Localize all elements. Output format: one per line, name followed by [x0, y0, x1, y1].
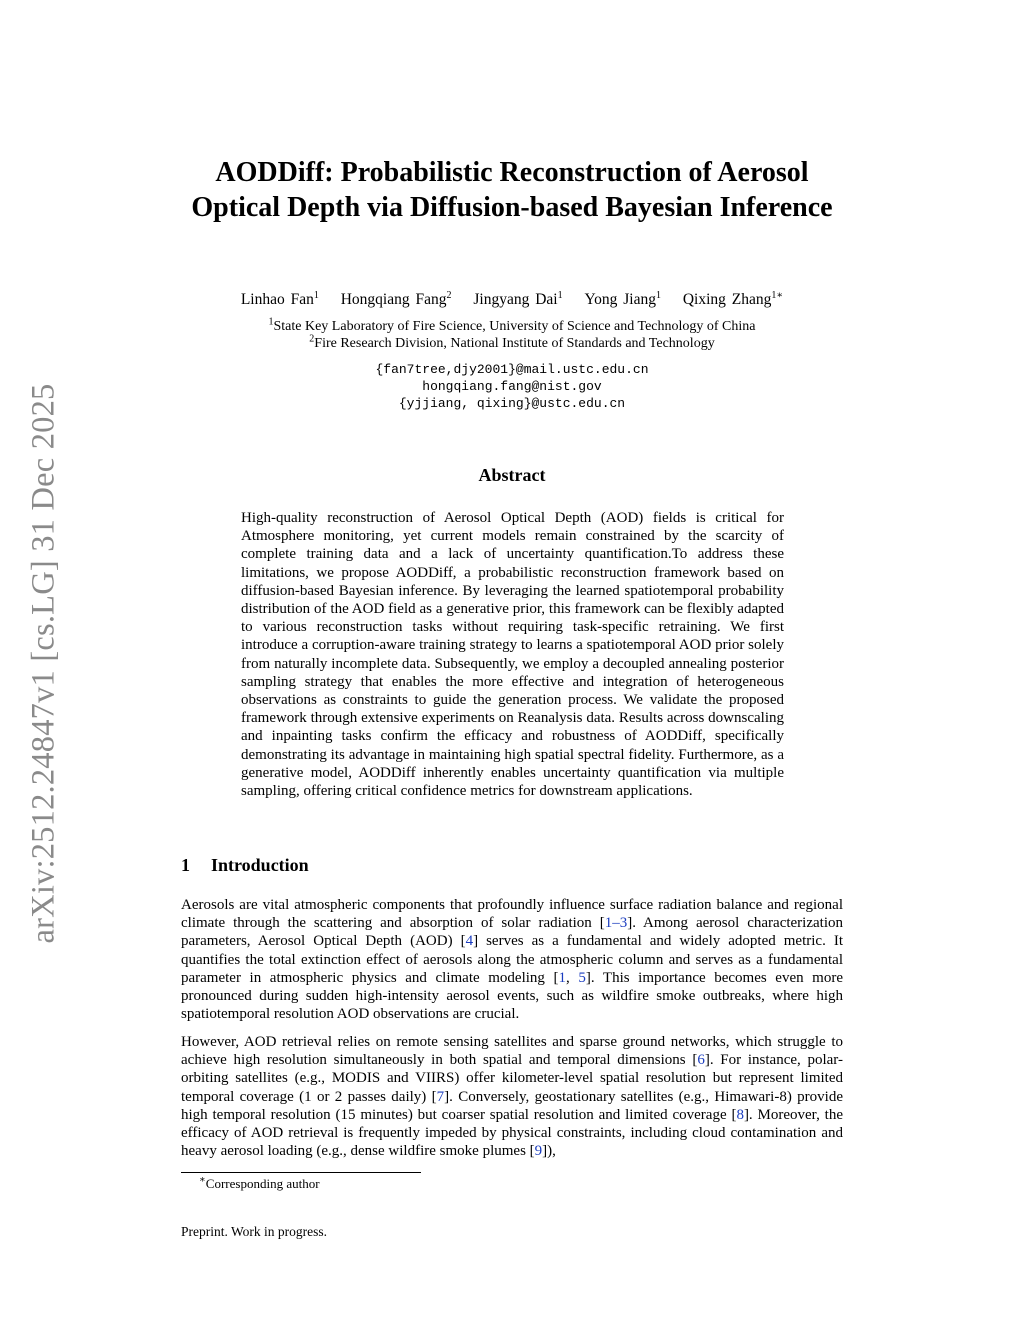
citation-link[interactable]: 6 — [697, 1052, 705, 1069]
title-line-2: Optical Depth via Diffusion-based Bayesian Inference — [191, 192, 833, 223]
abstract-body: High-quality reconstruction of Aerosol Optical Depth (AOD) fields is critical for Atmosphere monitoring, yet current models remain constrained by the scarcity of complete training data and a lack of uncertainty quantification.To address these limitations, we propose AODDiff, a probabilistic reconstruction framework based on diffusion-based Bayesian inference. By leveraging the learned spatiotemporal probability distribution of the AOD field as a generative prior, this framework can be flexibly adapted to various reconstruction tasks without requiring task-specific retraining. We first introduce a corruption-aware training strategy to learns a spatiotemporal AOD prior solely from naturally incomplete data. Subsequently, we employ a decoupled annealing posterior sampling strategy that enables the more effective and integration of heterogeneous observations as constraints to guide the generation process. We validate the proposed framework through extensive experiments on Reanalysis data. Results across downscaling and inpainting tasks confirm the efficacy and robustness of AODDiff, specifically demonstrating its advantage in maintaining high spatial spectral fidelity. Furthermore, as a generative model, AODDiff inherently enables uncertainty quantification via multiple sampling, offering critical confidence metrics for downstream applications. — [241, 510, 784, 800]
author: Linhao Fan$^1$ — [240, 289, 319, 308]
citation-link[interactable]: 4 — [465, 933, 474, 950]
email-1: {fan7tree,djy2001}@mail.ustc.edu.cn — [375, 362, 649, 377]
arxiv-sidebar-stamp — [27, 372, 61, 954]
section-heading-introduction — [181, 855, 309, 876]
affiliation-2: $^2$Fire Research Division, National Institute of Standards and Technology — [309, 333, 715, 351]
author: Yong Jiang$^1$ — [584, 289, 661, 308]
footnote-divider — [181, 1172, 421, 1173]
paper-title — [140, 155, 884, 225]
author: Jingyang Dai$^1$ — [473, 289, 563, 308]
arxiv-identifier: arXiv:2512.24847v1 [cs.LG] 31 Dec 2025 — [25, 383, 62, 943]
author: Qixing Zhang$^{1∗}$ — [682, 289, 784, 308]
citation-link[interactable]: 9 — [534, 1143, 543, 1160]
section-title: Introduction — [211, 855, 309, 875]
affiliation-1: $^1$State Key Laboratory of Fire Science, University of Science and Technology of China — [268, 316, 756, 334]
footer-preprint-note: Preprint. Work in progress. — [181, 1224, 328, 1239]
citation-link[interactable]: 1–3 — [604, 915, 628, 932]
intro-paragraph-1: Aerosols are vital atmospheric components that profoundly influence surface radiation balance and regional climate through the scattering and absorption of solar radiation [1–3]. Among aerosol characterization parameters, Aerosol Optical Depth (AOD) [4] serves as a fundamental and widely adopted metric. It quantifies the total extinction effect of aerosols along the atmospheric column and serves as a fundamental parameter in atmospheric physics and climate modeling [1, 5]. This importance becomes even more pronounced during sudden high-intensity aerosol events, such as wildfire smoke outbreaks, where high spatiotemporal resolution AOD observations are crucial. — [181, 897, 844, 1023]
email-2: hongqiang.fang@nist.gov — [422, 379, 602, 394]
citation-link[interactable]: 7 — [436, 1088, 445, 1105]
citation-link[interactable]: 8 — [736, 1106, 744, 1123]
author: Hongqiang Fang$^2$ — [340, 289, 452, 308]
intro-paragraph-2: However, AOD retrieval relies on remote sensing satellites and sparse ground networks, which struggle to achieve high resolution simultaneously in both spatial and temporal dimensions [6]. For instance, polar-orbiting satellites (e.g., MODIS and VIIRS) offer kilometer-level spatial resolution but represent limited temporal coverage (1 or 2 passes daily) [7]. Conversely, geostationary satellites (e.g., Himawari-8) provide high temporal resolution (15 minutes) but coarser spatial resolution and limited coverage [8]. Moreover, the efficacy of AOD retrieval is frequently impeded by physical constraints, including cloud contamination and heavy aerosol loading (e.g., dense wildfire smoke plumes [9]), — [181, 1034, 843, 1160]
citation-link[interactable]: 5 — [578, 969, 586, 986]
section-number: 1 — [181, 855, 190, 875]
footnote-corresponding-author: ∗Corresponding author — [199, 1174, 320, 1191]
author-list — [140, 291, 884, 309]
citation-link[interactable]: 1 — [558, 969, 566, 986]
abstract-heading: Abstract — [478, 465, 546, 485]
title-line-1: AODDiff: Probabilistic Reconstruction of Aerosol — [215, 157, 809, 188]
email-3: {yjjiang, qixing}@ustc.edu.cn — [398, 396, 626, 411]
